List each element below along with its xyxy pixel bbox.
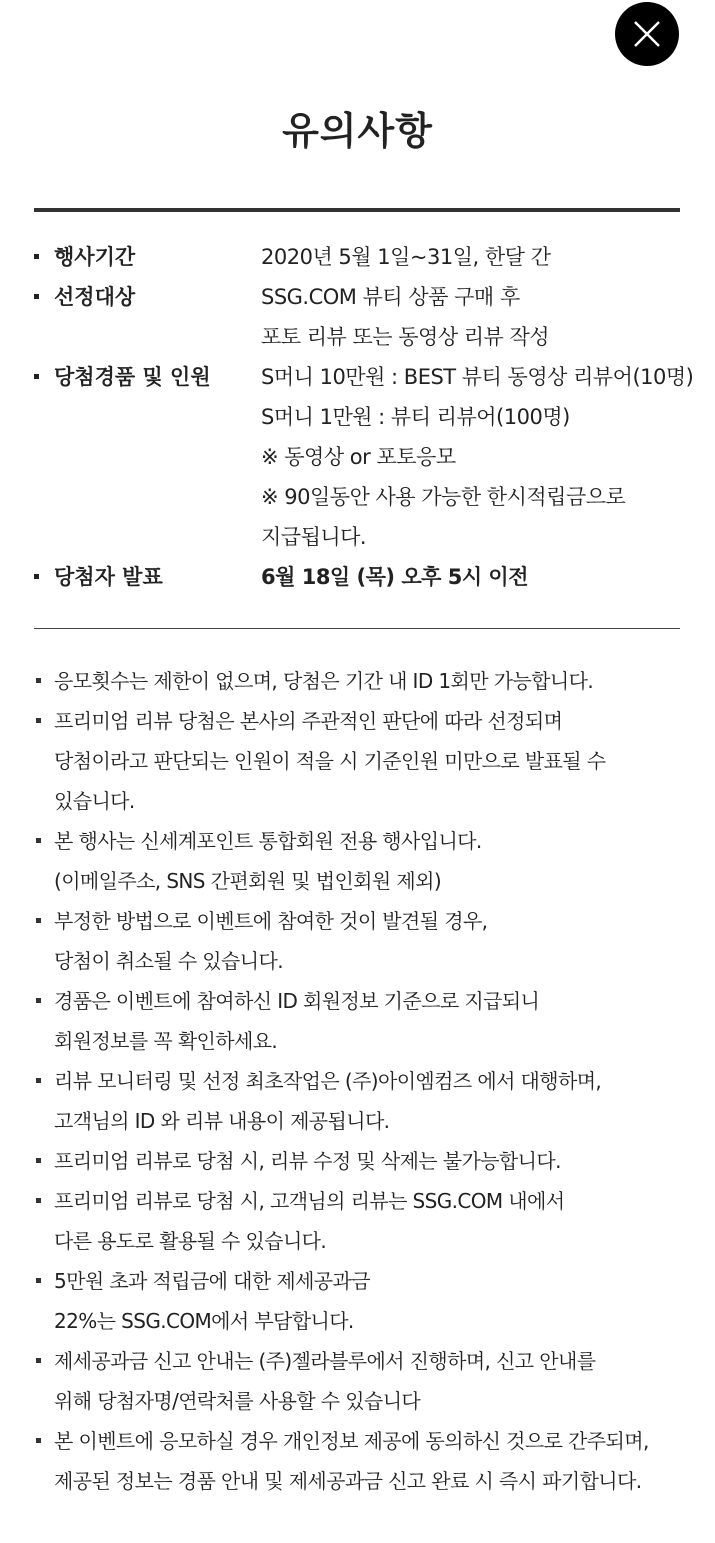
notice-item (34, 1061, 694, 1141)
notice-text: 22%는 SSG.COM에서 부담합니다. (54, 1309, 354, 1333)
notice-text: 부정한 방법으로 이벤트에 참여한 것이 발견될 경우, (54, 909, 488, 933)
info-value: 포토 리뷰 또는 동영상 리뷰 작성 (261, 325, 550, 349)
info-row-announcement (34, 557, 714, 597)
notice-text: 프리미엄 리뷰로 당첨 시, 고객님의 리뷰는 SSG.COM 내에서 (54, 1189, 565, 1213)
notice-text: 리뷰 모니터링 및 선정 최초작업은 (주)아이엠컴즈 에서 대행하며, (54, 1069, 602, 1093)
bullet (36, 678, 41, 683)
close-icon (615, 2, 679, 66)
info-row-prizes (34, 357, 714, 557)
info-value: 2020년 5월 1일~31일, 한달 간 (261, 245, 551, 269)
bullet (36, 998, 41, 1003)
bullet (36, 1078, 41, 1083)
notice-item (34, 981, 694, 1061)
bullet (34, 374, 39, 379)
bullet (36, 918, 41, 923)
event-info-list (34, 237, 714, 597)
info-row-target (34, 277, 714, 357)
info-value: S머니 1만원 : 뷰티 리뷰어(100명) (261, 405, 570, 429)
notice-text: 5만원 초과 적립금에 대한 제세공과금 (54, 1269, 370, 1293)
title-divider (34, 208, 680, 212)
notice-item (34, 661, 694, 701)
notice-text: 프리미엄 리뷰 당첨은 본사의 주관적인 판단에 따라 선정되며 (54, 709, 563, 733)
notice-text: 당첨이라고 판단되는 인원이 적을 시 기준인원 미만으로 발표될 수 (54, 749, 606, 773)
bullet (36, 1198, 41, 1203)
notice-text: (이메일주소, SNS 간편회원 및 법인회원 제외) (54, 869, 442, 893)
info-value: 6월 18일 (목) 오후 5시 이전 (261, 565, 528, 589)
info-value: 지급됩니다. (261, 525, 367, 549)
info-label: 당첨자 발표 (54, 565, 163, 589)
notice-text: 제공된 정보는 경품 안내 및 제세공과금 신고 완료 시 즉시 파기합니다. (54, 1469, 642, 1493)
info-label: 당첨경품 및 인원 (54, 365, 211, 389)
info-row-period (34, 237, 714, 277)
notice-item (34, 1421, 694, 1501)
notice-item (34, 821, 694, 901)
notice-item (34, 1141, 694, 1181)
bullet (34, 574, 39, 579)
info-values (261, 277, 715, 357)
bullet (36, 838, 41, 843)
close-button[interactable] (615, 2, 679, 66)
notice-item (34, 901, 694, 981)
page-title: 유의사항 (282, 109, 433, 153)
notice-text: 당첨이 취소될 수 있습니다. (54, 949, 283, 973)
notice-item (34, 1181, 694, 1261)
notice-text: 회원정보를 꼭 확인하세요. (54, 1029, 278, 1053)
info-values (261, 237, 715, 277)
notice-text: 위해 당첨자명/연락처를 사용할 수 있습니다 (54, 1389, 421, 1413)
info-label: 행사기간 (54, 245, 136, 269)
notice-text: 응모횟수는 제한이 없으며, 당첨은 기간 내 ID 1회만 가능합니다. (54, 669, 594, 693)
info-values (261, 557, 715, 597)
notice-text: 고객님의 ID 와 리뷰 내용이 제공됩니다. (54, 1109, 390, 1133)
notice-text: 다른 용도로 활용될 수 있습니다. (54, 1229, 327, 1253)
notice-item (34, 1261, 694, 1341)
notice-item (34, 701, 694, 821)
notice-text: 있습니다. (54, 789, 135, 813)
bullet (34, 294, 39, 299)
bullet (36, 1278, 41, 1283)
info-label: 선정대상 (54, 285, 136, 309)
info-value: ※ 90일동안 사용 가능한 한시적립금으로 (261, 485, 626, 509)
info-values (261, 357, 715, 557)
notice-text: 경품은 이벤트에 참여하신 ID 회원정보 기준으로 지급되니 (54, 989, 540, 1013)
section-divider (34, 628, 680, 629)
bullet (34, 254, 39, 259)
notice-list (34, 661, 694, 1501)
bullet (36, 1158, 41, 1163)
notice-text: 제세공과금 신고 안내는 (주)젤라블루에서 진행하며, 신고 안내를 (54, 1349, 596, 1373)
info-value: ※ 동영상 or 포토응모 (261, 445, 456, 469)
info-value: SSG.COM 뷰티 상품 구매 후 (261, 285, 520, 309)
notice-text: 본 이벤트에 응모하실 경우 개인정보 제공에 동의하신 것으로 간주되며, (54, 1429, 649, 1453)
info-value: S머니 10만원 : BEST 뷰티 동영상 리뷰어(10명) (261, 365, 694, 389)
bullet (36, 1358, 41, 1363)
notice-item (34, 1341, 694, 1421)
bullet (36, 718, 41, 723)
notice-text: 본 행사는 신세계포인트 통합회원 전용 행사입니다. (54, 829, 482, 853)
notice-text: 프리미엄 리뷰로 당첨 시, 리뷰 수정 및 삭제는 불가능합니다. (54, 1149, 561, 1173)
bullet (36, 1438, 41, 1443)
